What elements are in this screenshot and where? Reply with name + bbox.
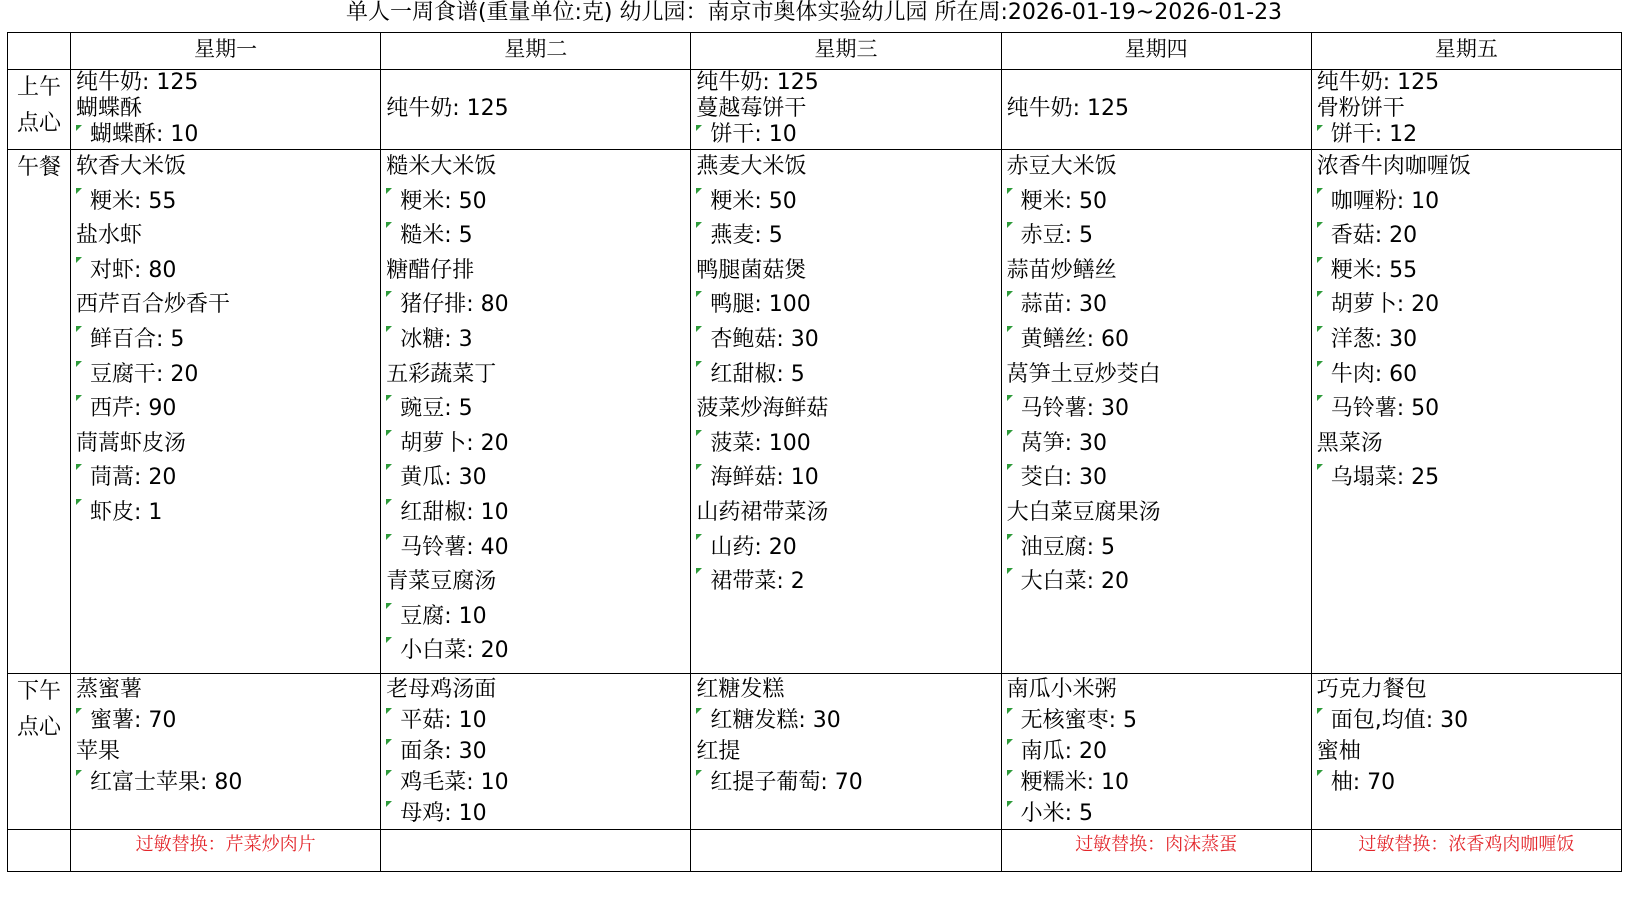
ingredient-line: 马铃薯: 40 xyxy=(386,531,690,566)
ingredient-line: 对虾: 80 xyxy=(76,254,380,289)
ingredient-line: 红甜椒: 10 xyxy=(386,496,690,531)
meal-label-line: 午餐 xyxy=(17,155,62,180)
ingredient-line: 蝴蝶酥: 10 xyxy=(76,122,380,148)
ingredient-line: 胡萝卜: 20 xyxy=(1317,288,1621,323)
allergy-note: 过敏替换：浓香鸡肉咖喱饭 xyxy=(1311,830,1621,872)
allergy-note: 过敏替换：芹菜炒肉片 xyxy=(71,830,381,872)
ingredient-line: 平菇: 10 xyxy=(386,705,690,736)
ingredient-line: 洋葱: 30 xyxy=(1317,323,1621,358)
ingredient-line: 母鸡: 10 xyxy=(386,798,690,829)
ingredient-line: 蜜薯: 70 xyxy=(76,705,380,736)
dish-name: 纯牛奶: 125 xyxy=(1316,70,1440,95)
cell-content xyxy=(1002,70,1311,148)
dish-name: 西芹百合炒香干 xyxy=(76,292,231,318)
menu-cell xyxy=(1001,70,1311,150)
ingredient-line: 豌豆: 5 xyxy=(386,392,690,427)
ingredient-line: 虾皮: 1 xyxy=(76,496,380,531)
cell-content xyxy=(691,674,1000,798)
ingredient-line: 饼干: 12 xyxy=(1317,122,1621,148)
cell-content xyxy=(71,70,380,148)
cell-content xyxy=(1312,150,1621,496)
ingredient-line: 马铃薯: 30 xyxy=(1007,392,1311,427)
menu-cell xyxy=(381,70,691,150)
cell-content xyxy=(1312,70,1621,148)
dish-name: 大白菜豆腐果汤 xyxy=(1006,499,1161,525)
ingredient-line: 咖喱粉: 10 xyxy=(1317,185,1621,220)
ingredient-line: 粳米: 50 xyxy=(696,185,1000,220)
cell-content xyxy=(381,674,690,829)
page-title: 单人一周食谱(重量单位:克) 幼儿园：南京市奥体实验幼儿园 所在周:2026-01-19~2026-01-23 xyxy=(345,0,1283,25)
dish-name: 纯牛奶: 125 xyxy=(76,70,199,95)
am-snack-row xyxy=(8,70,1622,150)
dish-name: 蜜柚 xyxy=(1316,739,1361,764)
dish-name: 黑菜汤 xyxy=(1316,430,1383,456)
ingredient-line: 无核蜜枣: 5 xyxy=(1007,705,1311,736)
cell-content xyxy=(691,70,1000,148)
ingredient-line: 糙米: 5 xyxy=(386,219,690,254)
dish-name: 燕麦大米饭 xyxy=(696,154,807,179)
dish-name: 蒜苗炒鳝丝 xyxy=(1006,257,1117,283)
ingredient-line: 赤豆: 5 xyxy=(1007,219,1311,254)
ingredient-line: 蒜苗: 30 xyxy=(1007,288,1311,323)
dish-name: 纯牛奶: 125 xyxy=(1006,96,1129,121)
ingredient-line: 豆腐干: 20 xyxy=(76,358,380,393)
day-header-fri: 星期五 xyxy=(1311,33,1621,70)
ingredient-line: 鸭腿: 100 xyxy=(696,288,1000,323)
menu-cell xyxy=(381,150,691,674)
day-header-mon: 星期一 xyxy=(71,33,381,70)
ingredient-line: 黄瓜: 30 xyxy=(386,461,690,496)
cell-content xyxy=(71,674,380,798)
ingredient-line: 南瓜: 20 xyxy=(1007,736,1311,767)
cell-content xyxy=(381,150,690,669)
menu-cell xyxy=(71,150,381,674)
ingredient-line: 乌塌菜: 25 xyxy=(1317,461,1621,496)
cell-content xyxy=(1002,674,1311,829)
dish-name: 鸭腿菌菇煲 xyxy=(696,257,807,283)
dish-name: 蔓越莓饼干 xyxy=(696,96,807,121)
dish-name: 巧克力餐包 xyxy=(1316,677,1427,702)
dish-name: 南瓜小米粥 xyxy=(1006,677,1117,702)
dish-name: 蝴蝶酥 xyxy=(76,96,143,121)
meal-label-line: 下午 xyxy=(17,679,62,704)
ingredient-line: 粳米: 50 xyxy=(386,185,690,220)
dish-name: 纯牛奶: 125 xyxy=(386,96,509,121)
ingredient-line: 小白菜: 20 xyxy=(386,634,690,669)
ingredient-line: 马铃薯: 50 xyxy=(1317,392,1621,427)
day-header-row xyxy=(8,33,1622,70)
day-header-thu: 星期四 xyxy=(1001,33,1311,70)
meal-label-line: 上午 xyxy=(17,75,62,100)
corner-cell xyxy=(8,33,71,70)
menu-cell xyxy=(1311,674,1621,830)
day-header-wed: 星期三 xyxy=(691,33,1001,70)
ingredient-line: 粳米: 50 xyxy=(1007,185,1311,220)
menu-cell xyxy=(71,70,381,150)
ingredient-line: 山药: 20 xyxy=(696,531,1000,566)
meal-label-am-snack xyxy=(8,70,71,150)
allergy-note xyxy=(381,830,691,872)
dish-name: 红提 xyxy=(696,739,741,764)
allergy-note: 过敏替换：肉沫蒸蛋 xyxy=(1001,830,1311,872)
ingredient-line: 豆腐: 10 xyxy=(386,600,690,635)
ingredient-line: 面条: 30 xyxy=(386,736,690,767)
meal-label-line: 点心 xyxy=(17,715,62,740)
dish-name: 青菜豆腐汤 xyxy=(386,569,497,595)
cell-content xyxy=(1002,150,1311,600)
menu-cell xyxy=(1311,70,1621,150)
cell-content xyxy=(381,70,690,148)
ingredient-line: 红富士苹果: 80 xyxy=(76,767,380,798)
dish-name: 茼蒿虾皮汤 xyxy=(76,430,187,456)
day-header-tue: 星期二 xyxy=(381,33,691,70)
ingredient-line: 海鲜菇: 10 xyxy=(696,461,1000,496)
menu-cell xyxy=(691,70,1001,150)
ingredient-line: 鸡毛菜: 10 xyxy=(386,767,690,798)
ingredient-line: 牛肉: 60 xyxy=(1317,358,1621,393)
ingredient-line: 胡萝卜: 20 xyxy=(386,427,690,462)
ingredient-line: 燕麦: 5 xyxy=(696,219,1000,254)
pm-snack-row xyxy=(8,674,1622,830)
menu-cell xyxy=(71,674,381,830)
dish-name: 老母鸡汤面 xyxy=(386,677,497,702)
ingredient-line: 红甜椒: 5 xyxy=(696,358,1000,393)
ingredient-line: 菠菜: 100 xyxy=(696,427,1000,462)
weekly-menu-table xyxy=(7,32,1622,872)
ingredient-line: 粳米: 55 xyxy=(1317,254,1621,289)
dish-name: 赤豆大米饭 xyxy=(1006,154,1117,179)
dish-name: 山药裙带菜汤 xyxy=(696,499,829,525)
meal-label-lunch xyxy=(8,150,71,674)
ingredient-line: 红提子葡萄: 70 xyxy=(696,767,1000,798)
cell-content xyxy=(1312,674,1621,798)
ingredient-line: 饼干: 10 xyxy=(696,122,1000,148)
meal-label-pm-snack xyxy=(8,674,71,830)
ingredient-line: 粳米: 55 xyxy=(76,185,380,220)
dish-name: 蒸蜜薯 xyxy=(76,677,143,702)
ingredient-line: 香菇: 20 xyxy=(1317,219,1621,254)
menu-cell xyxy=(1001,674,1311,830)
ingredient-line: 柚: 70 xyxy=(1317,767,1621,798)
ingredient-line: 冰糖: 3 xyxy=(386,323,690,358)
dish-name: 莴笋土豆炒茭白 xyxy=(1006,361,1161,387)
dish-name: 浓香牛肉咖喱饭 xyxy=(1316,154,1471,179)
cell-content xyxy=(71,150,380,531)
dish-name: 苹果 xyxy=(76,739,121,764)
ingredient-line: 茼蒿: 20 xyxy=(76,461,380,496)
ingredient-line: 黄鳝丝: 60 xyxy=(1007,323,1311,358)
ingredient-line: 茭白: 30 xyxy=(1007,461,1311,496)
dish-name: 糙米大米饭 xyxy=(386,154,497,179)
ingredient-line: 大白菜: 20 xyxy=(1007,565,1311,600)
ingredient-line: 莴笋: 30 xyxy=(1007,427,1311,462)
menu-cell xyxy=(691,674,1001,830)
ingredient-line: 猪仔排: 80 xyxy=(386,288,690,323)
menu-cell xyxy=(1001,150,1311,674)
dish-name: 糖醋仔排 xyxy=(386,257,475,283)
allergy-row xyxy=(8,830,1622,872)
lunch-row xyxy=(8,150,1622,674)
ingredient-line: 粳糯米: 10 xyxy=(1007,767,1311,798)
ingredient-line: 油豆腐: 5 xyxy=(1007,531,1311,566)
allergy-note xyxy=(691,830,1001,872)
meal-label-line: 点心 xyxy=(17,111,62,136)
menu-cell xyxy=(381,674,691,830)
dish-name: 盐水虾 xyxy=(76,223,143,249)
dish-name: 骨粉饼干 xyxy=(1316,96,1405,121)
cell-content xyxy=(691,150,1000,600)
dish-name: 软香大米饭 xyxy=(76,154,187,179)
ingredient-line: 西芹: 90 xyxy=(76,392,380,427)
ingredient-line: 面包,均值: 30 xyxy=(1317,705,1621,736)
allergy-label-cell xyxy=(8,830,71,872)
ingredient-line: 小米: 5 xyxy=(1007,798,1311,829)
dish-name: 菠菜炒海鲜菇 xyxy=(696,396,829,422)
dish-name: 红糖发糕 xyxy=(696,677,785,702)
menu-cell xyxy=(691,150,1001,674)
ingredient-line: 红糖发糕: 30 xyxy=(696,705,1000,736)
dish-name: 五彩蔬菜丁 xyxy=(386,361,497,387)
ingredient-line: 鲜百合: 5 xyxy=(76,323,380,358)
ingredient-line: 杏鲍菇: 30 xyxy=(696,323,1000,358)
menu-cell xyxy=(1311,150,1621,674)
ingredient-line: 裙带菜: 2 xyxy=(696,565,1000,600)
dish-name: 纯牛奶: 125 xyxy=(696,70,819,95)
